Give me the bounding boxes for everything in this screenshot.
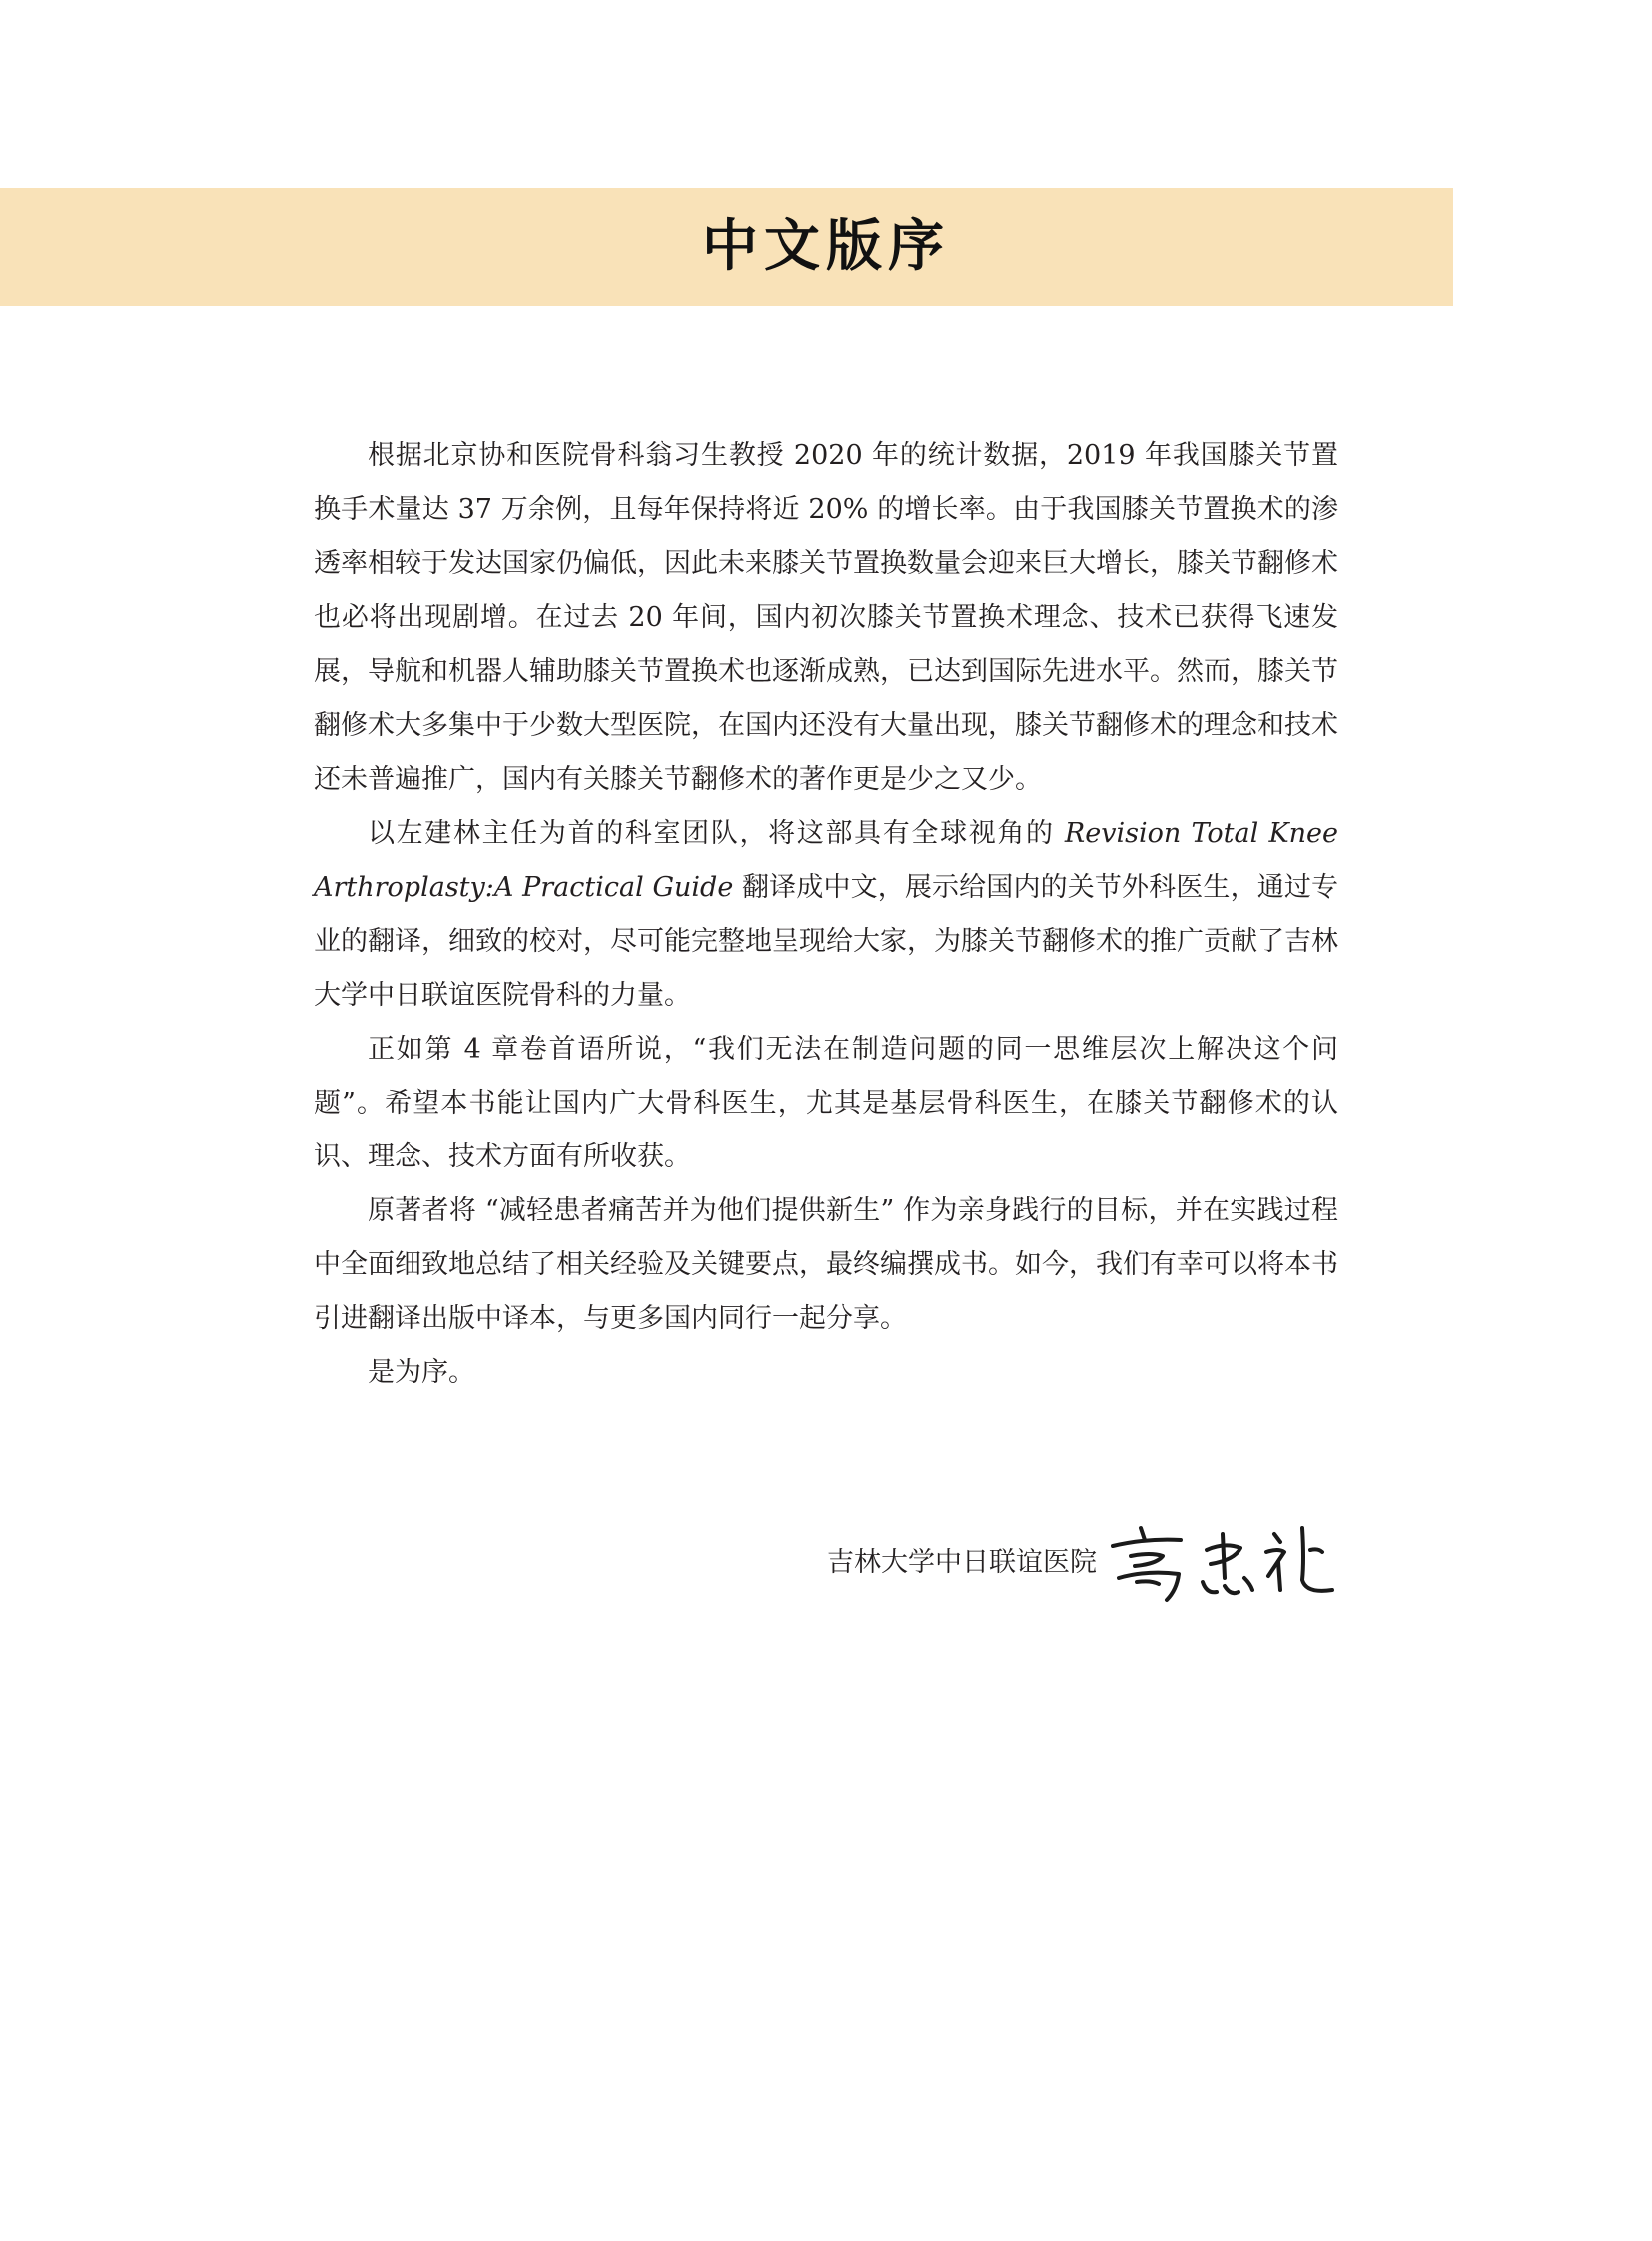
paragraph-text: 是为序。 xyxy=(368,1357,475,1388)
signature-organization: 吉林大学中日联谊医院 xyxy=(827,1547,1097,1578)
title-band xyxy=(0,188,1453,306)
paragraph xyxy=(314,429,1338,807)
paragraph-text: 正如第 4 章卷首语所说，“我们无法在制造问题的同一思维层次上解决这个问题”。希望本书能让国内广大骨科医生，尤其是基层骨科医生，在膝关节翻修术的认识、理念、技术方面有所收获。 xyxy=(314,1034,1338,1172)
handwritten-signature xyxy=(1107,1520,1338,1606)
signature-block xyxy=(699,1518,1338,1608)
paragraph xyxy=(314,1023,1338,1184)
paragraph xyxy=(314,1184,1338,1346)
paragraph-text: 根据北京协和医院骨科翁习生教授 2020 年的统计数据，2019 年我国膝关节置换手术量达 37 万余例，且每年保持将近 20% 的增长率。由于我国膝关节置换术的渗透率相较于发达国家仍偏低，因此未来膝关节置换数量会迎来巨大增长，膝关节翻修术也必将出现剧增。在过去 20 年间，国内初次膝关节置换术理念、技术已获得飞速发展，导航和机器人辅助膝关节置换术也逐渐成熟，已达到国际先进水平。然而，膝关节翻修术大多集中于少数大型医院，在国内还没有大量出现，膝关节翻修术的理念和技术还未普遍推广，国内有关膝关节翻修术的著作更是少之又少。 xyxy=(314,440,1338,795)
paragraph-text: 以左建林主任为首的科室团队，将这部具有全球视角的 xyxy=(368,818,1065,849)
paragraph xyxy=(314,807,1338,1023)
book-title-italic: Revision Total Knee Arthroplasty:A Practical Guide xyxy=(314,818,1338,903)
preface-body xyxy=(314,429,1338,1400)
page-title: 中文版序 xyxy=(702,214,950,279)
paragraph xyxy=(314,1346,1338,1400)
paragraph-text: 原著者将 “减轻患者痛苦并为他们提供新生” 作为亲身践行的目标，并在实践过程中全面细致地总结了相关经验及关键要点，最终编撰成书。如今，我们有幸可以将本书引进翻译出版中译本，与更多国内同行一起分享。 xyxy=(314,1195,1338,1334)
paragraph-text: 翻译成中文，展示给国内的关节外科医生，通过专业的翻译，细致的校对，尽可能完整地呈现给大家，为膝关节翻修术的推广贡献了吉林大学中日联谊医院骨科的力量。 xyxy=(314,872,1338,1011)
